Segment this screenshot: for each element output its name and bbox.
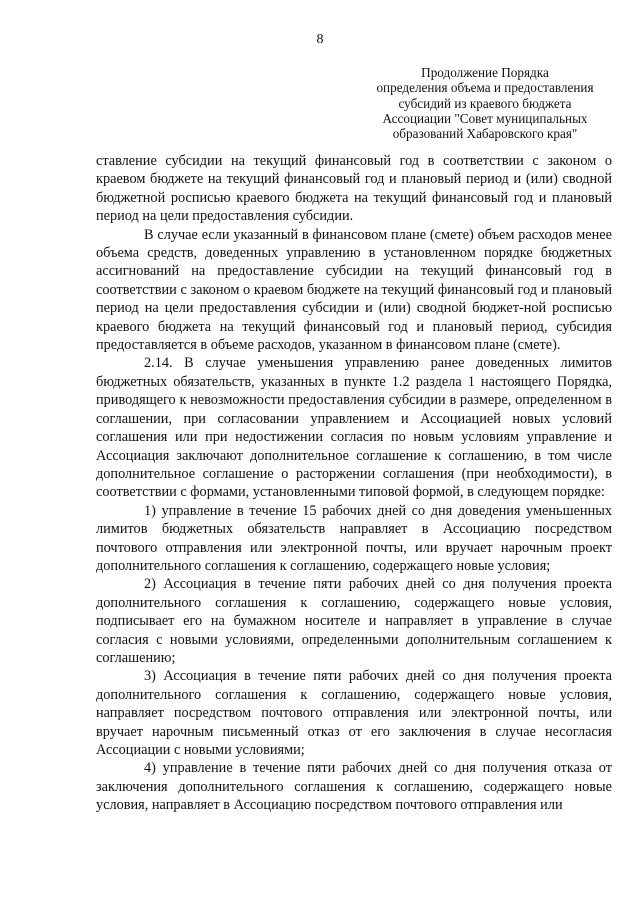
- header-line: образований Хабаровского края": [392, 126, 578, 142]
- paragraph: 2.14. В случае уменьшения управлению ранее доведенных лимитов бюджетных обязательств, указанных в пункте 1.2 раздела 1 настоящего Порядка, приводящего к невозможности предоставления субсидии в размере, определенном в соглашении, при согласовании управлением и Ассоциацией новых условий соглашения или при недостижении согласия по новым условиям управление и Ассоциация заключают дополнительное соглашение к соглашению, в том числе дополнительное соглашение о расторжении соглашения (при необходимости), в соответствии с формами, установленными типовой формой, в следующем порядке:: [96, 355, 612, 501]
- header-line: Ассоциации "Совет муниципальных: [382, 110, 588, 126]
- header-line: определения объема и предоставления: [376, 80, 594, 96]
- paragraph: 3) Ассоциация в течение пяти рабочих дней со дня получения проекта дополнительного соглашения к соглашению, содержащего новые условия, направляет посредством почтового отправления или электронной почты, или вручает нарочным письменный отказ от его заключения в случае несогласия Ассоциации с новыми условиями;: [96, 668, 612, 758]
- document-header: [370, 65, 600, 141]
- header-line: Продолжение Порядка: [421, 65, 549, 80]
- header-line: субсидий из краевого бюджета: [398, 95, 572, 111]
- paragraph: 4) управление в течение пяти рабочих дней со дня получения отказа от заключения дополнительного соглашения к соглашению, содержащего новые условия, направляет в Ассоциацию посредством почтового отправления или: [96, 760, 612, 814]
- page-number: 8: [316, 32, 324, 47]
- paragraph: 1) управление в течение 15 рабочих дней со дня доведения уменьшенных лимитов бюджетных обязательств направляет в Ассоциацию посредством почтового отправления или электронной почты, или вручает нарочным проект дополнительного соглашения к соглашению, содержащего новые условия;: [96, 502, 612, 574]
- paragraph: 2) Ассоциация в течение пяти рабочих дней со дня получения проекта дополнительного соглашения к соглашению, содержащего новые условия, подписывает его на бумажном носителе и направляет в управление в случае согласия с новыми условиями, определенными дополнительным соглашением к соглашению;: [96, 576, 612, 666]
- paragraph: ставление субсидии на текущий финансовый год в соответствии с законом о краевом бюджете на текущий финансовый год и плановый период и (или) сводной бюджетной росписью краевого бюджета на текущий финансовый год и плановый период на цели предоставления субсидии.: [96, 153, 612, 225]
- document-body: [96, 152, 612, 815]
- paragraph: В случае если указанный в финансовом плане (смете) объем расходов менее объема средств, доведенных управлению в установленном порядке бюджетных ассигнований на предоставление субсидии на текущий финансовый год в соответствии с законом о краевом бюджете на текущий финансовый год и плановый период на цели предоставления субсидии и (или) сводной бюджет-ной росписью краевого бюджета на текущий финансовый год и плановый период, субсидия предоставляется в объеме расходов, указанном в финансовом плане (смете).: [96, 226, 612, 354]
